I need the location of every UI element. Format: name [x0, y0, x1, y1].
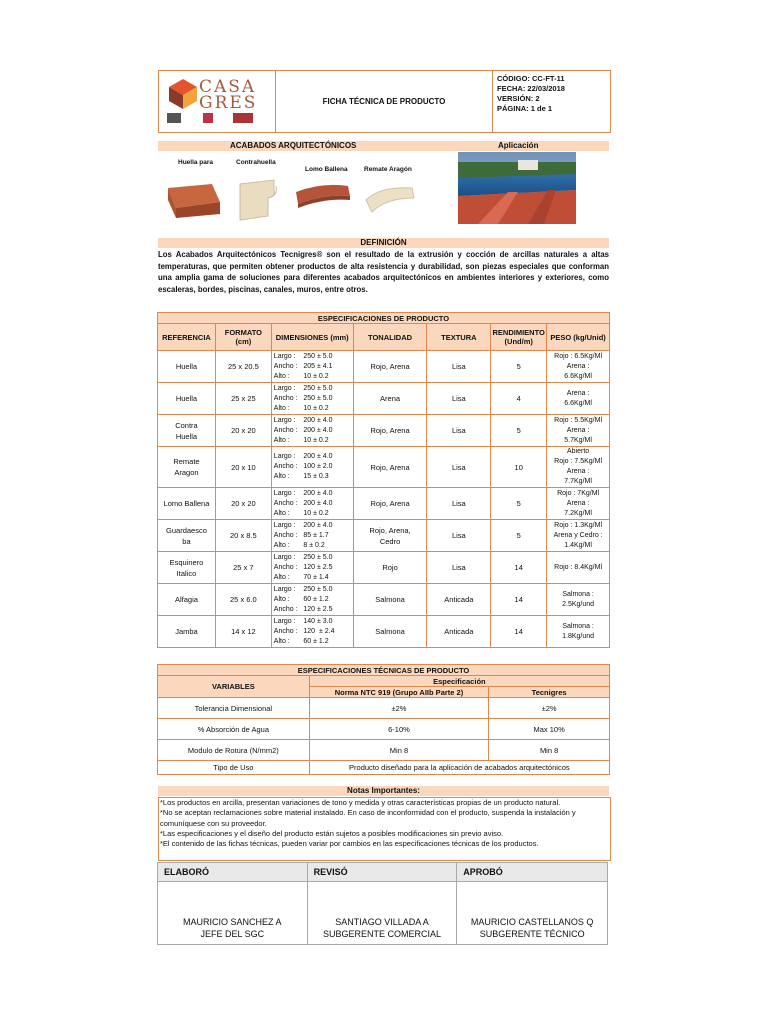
product-label-remate-aragon: Remate Aragón	[364, 166, 412, 173]
casagres-logo-icon	[167, 77, 199, 111]
note-item: *Los productos en arcilla, presentan variaciones de tono y medida y otras características propias de un producto natural.	[160, 798, 561, 807]
spec-row	[158, 584, 610, 616]
definition-title: DEFINICIÓN	[158, 238, 609, 248]
spec-weight: Rojo : 8.4Kg/Ml	[547, 552, 610, 584]
spec-yield: 5	[491, 520, 547, 552]
spec-col-header: REFERENCIA	[158, 324, 216, 351]
spec-dimensions: Largo : 250 ± 5.0 Ancho : 205 ± 4.1 Alto : 10 ± 0.2	[271, 351, 353, 383]
spec-reference: Huella	[158, 351, 216, 383]
spec-row	[158, 552, 610, 584]
product-spec-table	[157, 312, 610, 648]
spec-tone: Arena	[353, 383, 427, 415]
spec-dimensions: Largo : 200 ± 4.0 Ancho : 200 ± 4.0 Alto : 10 ± 0.2	[271, 488, 353, 520]
product-label-lomo-ballena: Lomo Ballena	[305, 166, 348, 173]
spec-texture: Anticada	[427, 584, 491, 616]
spec-row	[158, 415, 610, 447]
spec-format: 20 x 20	[215, 488, 271, 520]
spec-weight: Arena : 6.6Kg/Ml	[547, 383, 610, 415]
tech-norm-value: Min 8	[309, 740, 489, 761]
spec-weight: Rojo : 6.5Kg/Ml Arena : 6.6Kg/Ml	[547, 351, 610, 383]
product-image-huella	[166, 180, 222, 220]
spec-tone: Rojo, Arena	[353, 488, 427, 520]
spec-reference: Esquinero Italico	[158, 552, 216, 584]
use-type-label: Tipo de Uso	[158, 761, 310, 775]
tech-tecnigres-value: Min 8	[489, 740, 610, 761]
document-header	[158, 70, 611, 133]
spec-dimensions: Largo : 200 ± 4.0 Ancho : 100 ± 2.0 Alto : 15 ± 0.3	[271, 447, 353, 488]
spec-tone: Rojo, Arena	[353, 447, 427, 488]
spec-texture: Lisa	[427, 351, 491, 383]
spec-texture: Lisa	[427, 488, 491, 520]
logo-text-casa: CASA	[199, 77, 257, 97]
notes-title: Notas Importantes:	[158, 786, 609, 796]
document-page: PÁGINA: 1 de 1	[497, 104, 553, 113]
spec-tone: Rojo, Arena, Cedro	[353, 520, 427, 552]
document-code: CÓDIGO: CC-FT-11	[497, 74, 565, 83]
spec-tone: Salmona	[353, 616, 427, 648]
reviso-role: SUBGERENTE COMERCIAL	[322, 929, 441, 939]
product-image-remate-aragon	[362, 182, 418, 214]
tecnigres-header: Tecnigres	[489, 687, 610, 698]
spec-format: 25 x 7	[215, 552, 271, 584]
note-item: *El contenido de las fichas técnicas, pueden variar por cambios en las especificaciones técnicas de los productos.	[160, 839, 539, 849]
application-photo	[458, 152, 576, 224]
notes-box	[158, 797, 611, 861]
finishes-title: ACABADOS ARQUITECTÓNICOS	[230, 141, 357, 150]
spec-texture: Lisa	[427, 552, 491, 584]
certification-logo-icon	[167, 113, 181, 123]
logo-text-gres: GRES	[199, 93, 258, 113]
spec-yield: 10	[491, 447, 547, 488]
elaboro-label: ELABORÓ	[158, 863, 308, 882]
aprobo-role: SUBGERENTE TÉCNICO	[479, 929, 585, 939]
spec-reference: Alfagia	[158, 584, 216, 616]
spec-format: 25 x 20.5	[215, 351, 271, 383]
spec-row	[158, 383, 610, 415]
spec-yield: 5	[491, 488, 547, 520]
spec-reference: Huella	[158, 383, 216, 415]
note-item: *Las especificaciones y el diseño del producto están sujetos a posibles modificaciones sin previo aviso.	[160, 828, 504, 838]
specification-header: Especificación	[309, 676, 609, 687]
document-date: FECHA: 22/03/2018	[497, 84, 565, 93]
spec-yield: 14	[491, 552, 547, 584]
spec-format: 14 x 12	[215, 616, 271, 648]
reviso-label: REVISÓ	[307, 863, 457, 882]
tech-tecnigres-value: ±2%	[489, 698, 610, 719]
spec-dimensions: Largo : 200 ± 4.0 Ancho : 200 ± 4.0 Alto : 10 ± 0.2	[271, 415, 353, 447]
certification-logo-icon	[233, 113, 253, 123]
tech-variable: Tolerancia Dimensional	[158, 698, 310, 719]
spec-reference: Contra Huella	[158, 415, 216, 447]
spec-tone: Salmona	[353, 584, 427, 616]
spec-texture: Lisa	[427, 415, 491, 447]
product-image-lomo-ballena	[294, 182, 352, 210]
norm-header: Norma NTC 919 (Grupo AIIb Parte 2)	[309, 687, 489, 698]
spec-texture: Lisa	[427, 520, 491, 552]
spec-format: 20 x 20	[215, 415, 271, 447]
spec-col-header: PESO (kg/Unid)	[547, 324, 610, 351]
spec-texture: Lisa	[427, 447, 491, 488]
spec-col-header: RENDIMIENTO (Und/m)	[491, 324, 547, 351]
spec-format: 20 x 8.5	[215, 520, 271, 552]
tech-norm-value: 6-10%	[309, 719, 489, 740]
spec-weight: Rojo : 7Kg/Ml Arena : 7.2Kg/Ml	[547, 488, 610, 520]
tech-variable: % Absorción de Agua	[158, 719, 310, 740]
note-item: *No se aceptan reclamaciones sobre material instalado. En caso de inconformidad con el producto, suspenda la instalación y comuníquese con su proveedor.	[160, 808, 576, 828]
spec-dimensions: Largo : 250 ± 5.0 Alto : 60 ± 1.2 Ancho : 120 ± 2.5	[271, 584, 353, 616]
application-title: Aplicación	[498, 141, 539, 150]
spec-dimensions: Largo : 250 ± 5.0 Ancho : 120 ± 2.5 Alto : 70 ± 1.4	[271, 552, 353, 584]
spec-tone: Rojo	[353, 552, 427, 584]
logo-area	[159, 71, 276, 132]
signature-table	[157, 862, 608, 945]
spec-col-header: FORMATO (cm)	[215, 324, 271, 351]
spec-tone: Rojo, Arena	[353, 415, 427, 447]
variables-header: VARIABLES	[158, 676, 310, 698]
spec-row	[158, 520, 610, 552]
spec-weight: Salmona : 1.8Kg/und	[547, 616, 610, 648]
finishes-bar	[158, 141, 609, 151]
spec-format: 25 x 6.0	[215, 584, 271, 616]
spec-texture: Anticada	[427, 616, 491, 648]
spec-yield: 5	[491, 415, 547, 447]
spec-yield: 14	[491, 584, 547, 616]
elaboro-role: JEFE DEL SGC	[200, 929, 265, 939]
spec-col-header: TEXTURA	[427, 324, 491, 351]
elaboro-name: MAURICIO SANCHEZ A	[183, 917, 282, 927]
spec-weight: Abierto Rojo : 7.5Kg/Ml Arena : 7.7Kg/Ml	[547, 447, 610, 488]
spec-yield: 4	[491, 383, 547, 415]
spec-texture: Lisa	[427, 383, 491, 415]
reviso-signature	[307, 882, 457, 945]
spec-table-body	[158, 351, 610, 648]
spec-row	[158, 351, 610, 383]
spec-weight: Salmona : 2.5Kg/und	[547, 584, 610, 616]
spec-format: 20 x 10	[215, 447, 271, 488]
product-label-contrahuella: Contrahuella	[236, 159, 276, 166]
product-label-huella: Huella para	[178, 159, 214, 166]
definition-text: Los Acabados Arquitectónicos Tecnigres® son el resultado de la extrusión y cocción de arcillas naturales a altas temperaturas, que permiten obtener productos de alta resistencia y durabilidad, son piezas especiales que conforman una amplia gama de soluciones para diferentes acabados arquitectónicos en ambientes interiores y exteriores, como escaleras, bordes, piscinas, canales, muros, entre otros.	[158, 250, 609, 294]
document-version: VERSIÓN: 2	[497, 94, 540, 103]
spec-yield: 14	[491, 616, 547, 648]
tech-table-title: ESPECIFICACIONES TÉCNICAS DE PRODUCTO	[158, 665, 610, 676]
certification-logo-icon	[203, 113, 213, 123]
spec-reference: Jamba	[158, 616, 216, 648]
use-type-value: Producto diseñado para la aplicación de acabados arquitectónicos	[309, 761, 609, 775]
spec-dimensions: Largo : 250 ± 5.0 Ancho : 250 ± 5.0 Alto : 10 ± 0.2	[271, 383, 353, 415]
spec-row	[158, 616, 610, 648]
spec-dimensions: Largo : 200 ± 4.0 Ancho : 85 ± 1.7 Alto : 8 ± 0.2	[271, 520, 353, 552]
product-image-contrahuella	[234, 176, 282, 224]
aprobo-label: APROBÓ	[457, 863, 608, 882]
tech-spec-table	[157, 664, 610, 775]
spec-yield: 5	[491, 351, 547, 383]
spec-dimensions: Largo : 140 ± 3.0 Ancho : 120 ± 2.4 Alto : 60 ± 1.2	[271, 616, 353, 648]
reviso-name: SANTIAGO VILLADA A	[335, 917, 429, 927]
spec-table-title: ESPECIFICACIONES DE PRODUCTO	[158, 313, 610, 324]
spec-reference: Lomo Ballena	[158, 488, 216, 520]
spec-col-header: DIMENSIONES (mm)	[271, 324, 353, 351]
aprobo-signature	[457, 882, 608, 945]
tech-variable: Modulo de Rotura (N/mm2)	[158, 740, 310, 761]
spec-weight: Rojo : 5.5Kg/Ml Arena : 5.7Kg/Ml	[547, 415, 610, 447]
spec-row	[158, 488, 610, 520]
aprobo-name: MAURICIO CASTELLANOS Q	[470, 917, 594, 927]
elaboro-signature	[158, 882, 308, 945]
spec-reference: Remate Aragon	[158, 447, 216, 488]
tech-norm-value: ±2%	[309, 698, 489, 719]
document-title: FICHA TÉCNICA DE PRODUCTO	[276, 71, 493, 132]
tech-tecnigres-value: Max 10%	[489, 719, 610, 740]
document-meta	[493, 71, 610, 132]
spec-weight: Rojo : 1.3Kg/Ml Arena y Cedro : 1.4Kg/Ml	[547, 520, 610, 552]
spec-tone: Rojo, Arena	[353, 351, 427, 383]
spec-format: 25 x 25	[215, 383, 271, 415]
spec-reference: Guardaesco ba	[158, 520, 216, 552]
spec-col-header: TONALIDAD	[353, 324, 427, 351]
spec-row	[158, 447, 610, 488]
